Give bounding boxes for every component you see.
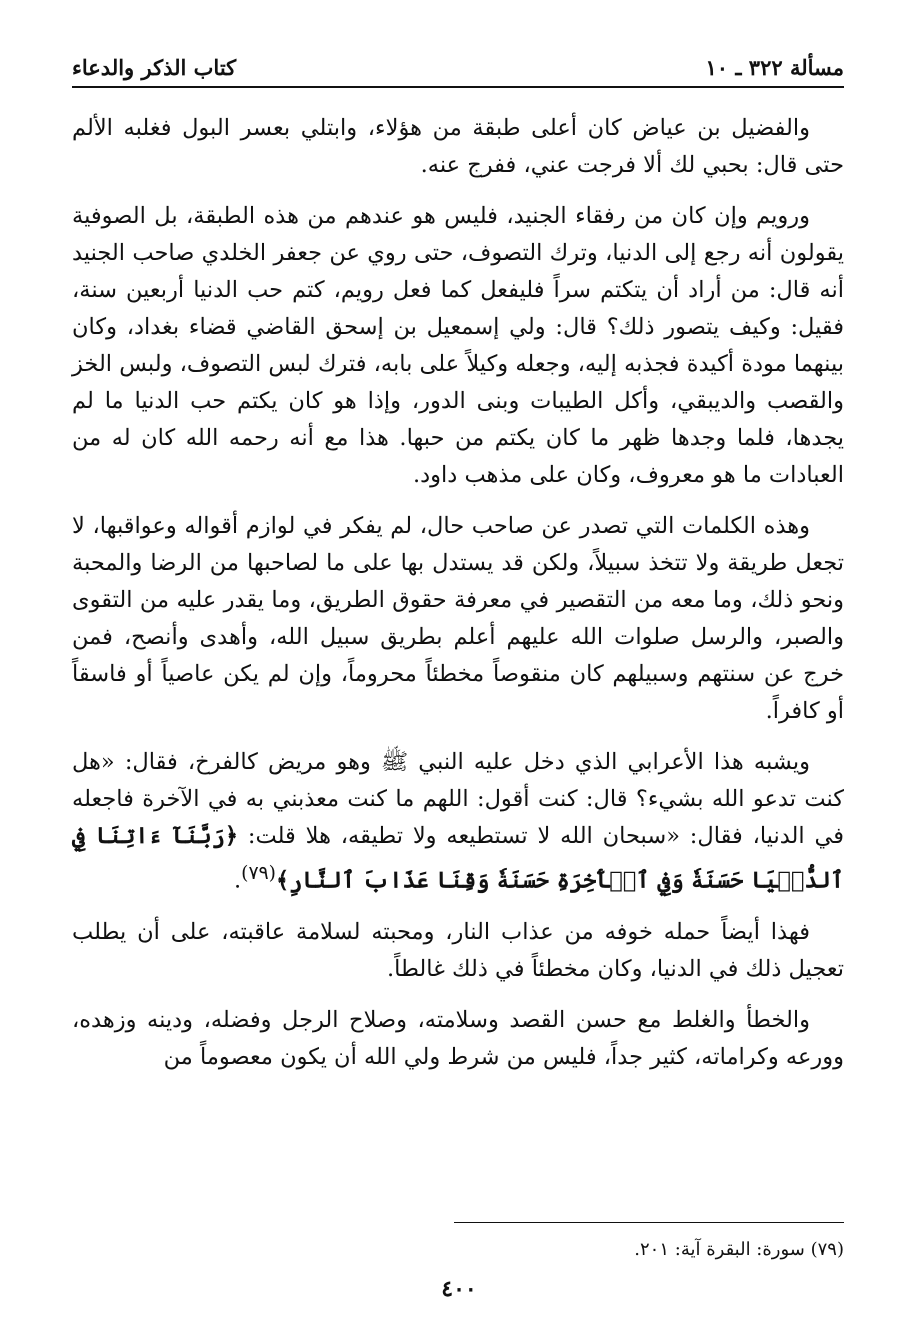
paragraph-6: والخطأ والغلط مع حسن القصد وسلامته، وصلاح الرجل وفضله، ودينه وزهده، وورعه وكراماته، كثير جداً، فليس من شرط ولي الله أن يكون معصوماً من <box>72 1006 844 1070</box>
section-number: مسألة ٣٢٢ ـ ١٠ <box>705 55 844 80</box>
footnote-rule <box>454 1222 844 1223</box>
running-head <box>72 40 844 80</box>
header-rule <box>72 86 844 88</box>
paragraph-4-tail: . <box>234 867 242 894</box>
footnote: (٧٩) سورة: البقرة آية: ٢٠١. <box>634 1239 844 1260</box>
footnote-reference: (٧٩) <box>241 863 276 884</box>
quran-verse: ﴿رَبَّنَآ ءَاتِنَا فِي ٱلدُّنۡيَا حَسَنَةٗ وَفِي ٱلۡأٓخِرَةِ حَسَنَةٗ وَقِنَا عَذَابَ ٱلنَّارِ﴾ <box>72 823 844 894</box>
paragraph-1: والفضيل بن عياض كان أعلى طبقة من هؤلاء، وابتلي بعسر البول فغلبه الألم حتى قال: بحبي لك ألا فرجت عني، ففرج عنه. <box>72 115 844 178</box>
paragraph-4-text: ويشبه هذا الأعرابي الذي دخل عليه النبي ﷺ وهو مريض كالفرخ، فقال: «هل كنت تدعو الله بشيء؟ قال: كنت أقول: اللهم ما كنت معذبني به في الآخرة فاجعله في الدنيا، فقال: «سبحان الله لا تستطيعه ولا تطيقه، هلا قلت: <box>72 749 845 849</box>
paragraph-2: ورويم وإن كان من رفقاء الجنيد، فليس هو عندهم من هذه الطبقة، بل الصوفية يقولون أنه رجع إلى الدنيا، وترك التصوف، حتى روي عن جعفر الخلدي صاحب الجنيد أنه قال: من أراد أن يتكتم سراً فليفعل كما فعل رويم، كتم حب الدنيا أربعين سنة، فقيل: وكيف يتصور ذلك؟ قال: ولي إسمعيل بن إسحق القاضي قضاء بغداد، وكان بينهما مودة أكيدة فجذبه إليه، وجعله وكيلاً على بابه، فترك لبس التصوف، ولبس الخز والقصب والديبقي، وأكل الطيبات وبنى الدور، وإذا هو كان يكتم حب الدنيا ما لم يجدها، فلما وجدها ظهر ما كان يكتم من حبها. هذا مع أنه رحمه الله كان له من العبادات ما هو معروف، وكان على مذهب داود. <box>72 203 844 488</box>
book-title: كتاب الذكر والدعاء <box>72 55 237 80</box>
paragraph-3: وهذه الكلمات التي تصدر عن صاحب حال، لم يفكر في لوازم أقواله وعواقبها، لا تجعل طريقة ولا تتخذ سبيلاً، ولكن قد يستدل بها على ما لصاحبها من الرضا والمحبة ونحو ذلك، وما معه من التقصير في معرفة حقوق الطريق، وما يقدر عليه من التقوى والصبر، والرسل صلوات الله عليهم أعلم بطريق سبيل الله، وأهدى وأنصح، فمن خرج عن سنتهم وسبيلهم كان منقوصاً مخطئاً محروماً، وإن لم يكن عاصياً أو فاسقاً أو كافراً. <box>72 513 844 724</box>
paragraph-4 <box>72 744 844 900</box>
page-number: ٤٠٠ <box>441 1276 477 1302</box>
body-text <box>72 110 844 1090</box>
paragraph-5: فهذا أيضاً حمله خوفه من عذاب النار، ومحبته لسلامة عاقبته، على أن يطلب تعجيل ذلك في الدنيا، وكان مخطئاً في ذلك غالطاً. <box>72 918 844 982</box>
